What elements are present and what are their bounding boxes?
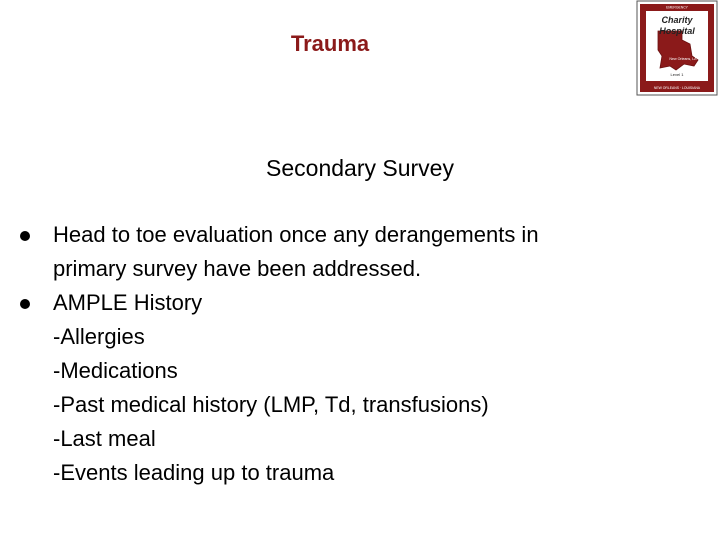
sub-item-past-history: -Past medical history (LMP, Td, transfusions) — [53, 392, 489, 417]
bullet-dot-icon — [20, 231, 30, 241]
charity-hospital-logo — [636, 0, 718, 96]
sub-item-medications: -Medications — [53, 358, 178, 383]
hospital-seal-icon — [636, 0, 718, 96]
bullet-dot-icon — [20, 299, 30, 309]
logo-ring-top: EMERGENCY — [666, 5, 688, 10]
bullet-line: primary survey have been addressed. — [53, 256, 422, 281]
logo-text-top: Charity — [661, 15, 693, 25]
logo-ring-bottom: NEW ORLEANS · LOUISIANA — [653, 86, 701, 90]
bullet-line: AMPLE History — [53, 290, 203, 315]
sub-item-last-meal: -Last meal — [53, 426, 156, 451]
slide-title: Trauma — [290, 31, 370, 56]
sub-item-allergies: -Allergies — [53, 324, 145, 349]
bullet-item — [20, 286, 680, 490]
bullet-item — [20, 218, 680, 286]
logo-text-level: Level 1 — [670, 72, 684, 77]
sub-item-events: -Events leading up to trauma — [53, 460, 335, 485]
logo-text-main: Hospital — [659, 26, 695, 36]
bullet-line: Head to toe evaluation once any derangements in — [53, 222, 539, 247]
bullet-list — [20, 218, 680, 490]
slide-subtitle: Secondary Survey — [266, 155, 454, 181]
logo-text-small: New Orleans, LA — [669, 57, 697, 61]
